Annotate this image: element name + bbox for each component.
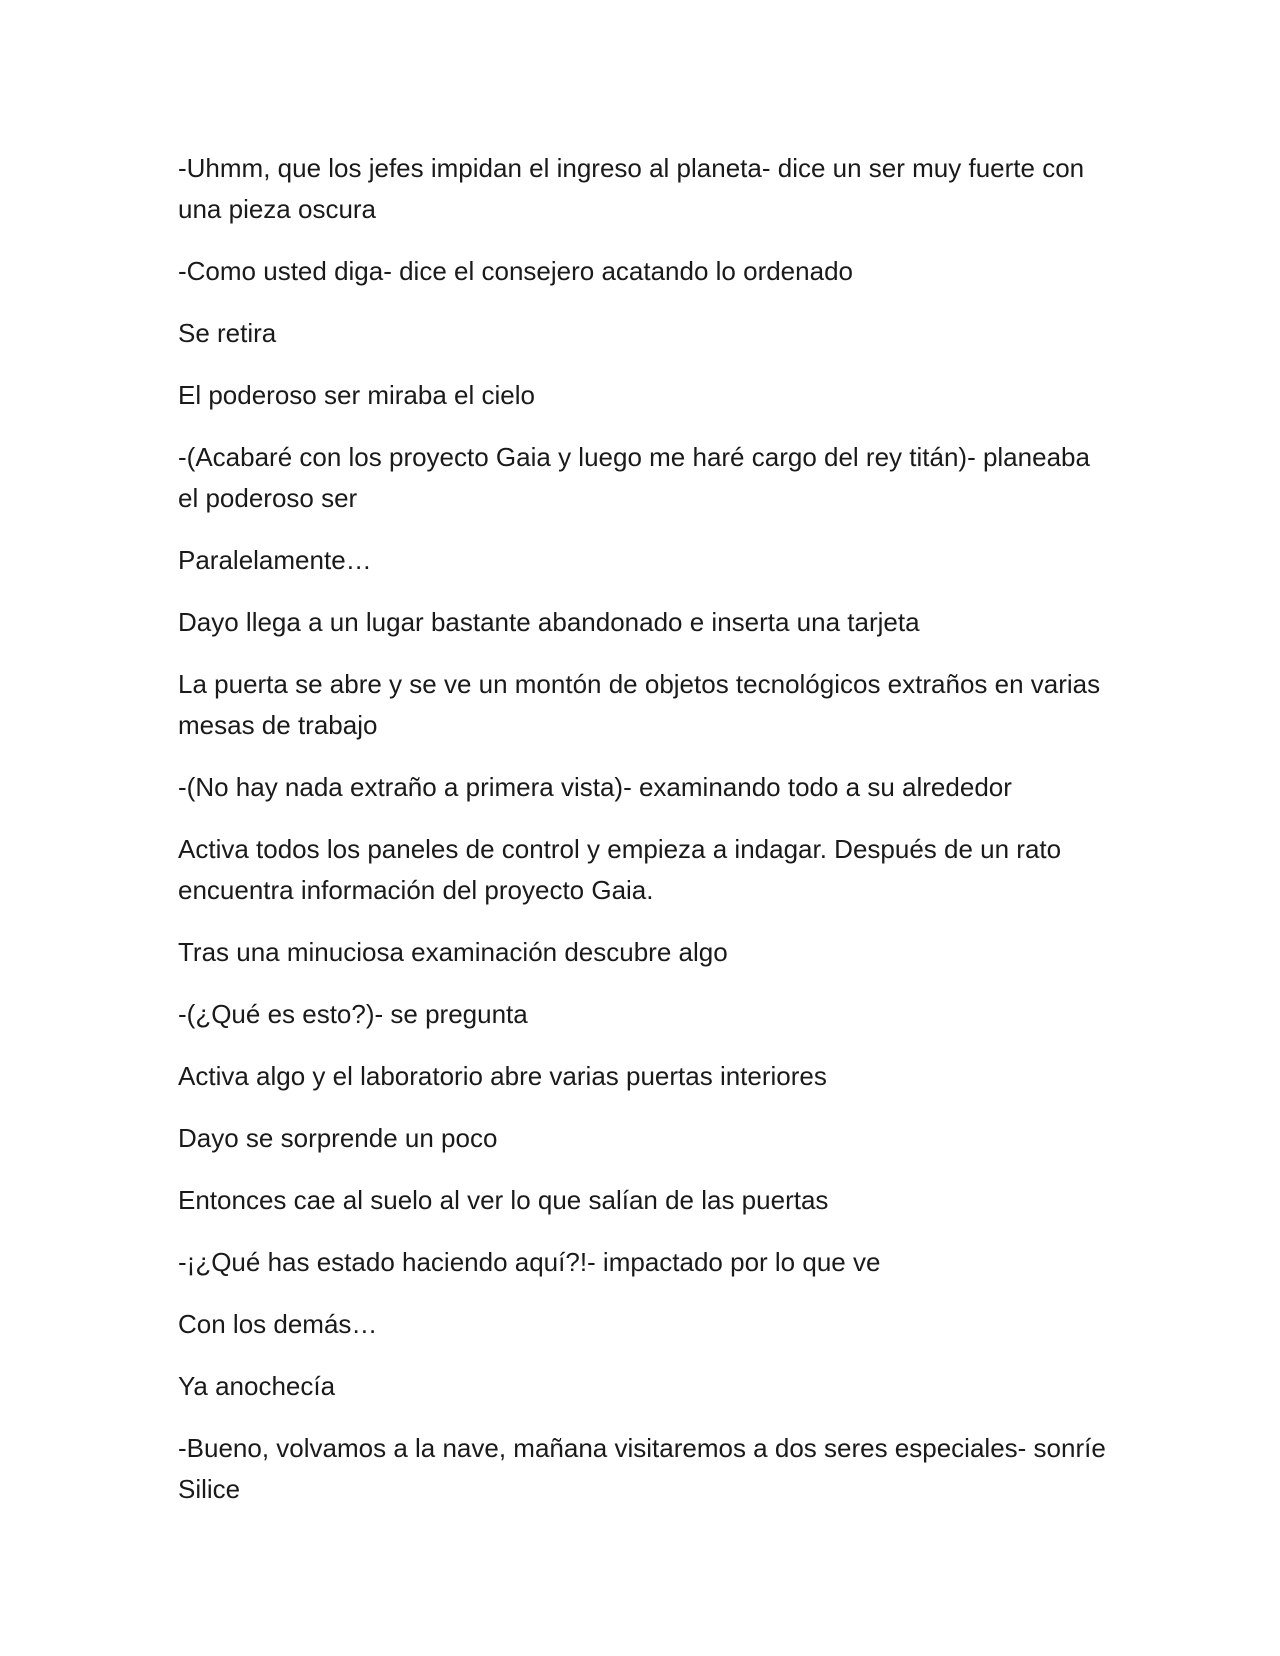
paragraph: -(No hay nada extraño a primera vista)- examinando todo a su alrededor — [178, 772, 1012, 802]
paragraph: Paralelamente… — [178, 545, 372, 575]
paragraph: Dayo se sorprende un poco — [178, 1123, 498, 1153]
paragraph: -Como usted diga- dice el consejero acatando lo ordenado — [178, 256, 853, 286]
paragraph: Tras una minuciosa examinación descubre algo — [178, 937, 728, 967]
paragraph: -(Acabaré con los proyecto Gaia y luego me haré cargo del rey titán)- planeaba el poderoso ser — [178, 442, 1090, 513]
paragraph: Activa todos los paneles de control y empieza a indagar. Después de un rato encuentra información del proyecto Gaia. — [178, 834, 1062, 905]
paragraph: El poderoso ser miraba el cielo — [178, 380, 535, 410]
paragraph: La puerta se abre y se ve un montón de objetos tecnológicos extraños en varias mesas de trabajo — [178, 669, 1101, 740]
document-body — [178, 148, 1108, 1531]
paragraph: -(¿Qué es esto?)- se pregunta — [178, 999, 528, 1029]
paragraph: -Bueno, volvamos a la nave, mañana visitaremos a dos seres especiales- sonríe Silice — [178, 1433, 1106, 1504]
paragraph: Activa algo y el laboratorio abre varias puertas interiores — [178, 1061, 827, 1091]
paragraph: Con los demás… — [178, 1309, 378, 1339]
paragraph: Dayo llega a un lugar bastante abandonado e inserta una tarjeta — [178, 607, 920, 637]
paragraph: Se retira — [178, 318, 277, 348]
paragraph: Ya anochecía — [178, 1371, 336, 1401]
paragraph: Entonces cae al suelo al ver lo que salían de las puertas — [178, 1185, 829, 1215]
paragraph: -¡¿Qué has estado haciendo aquí?!- impactado por lo que ve — [178, 1247, 881, 1277]
paragraph: -Uhmm, que los jefes impidan el ingreso al planeta- dice un ser muy fuerte con una pieza oscura — [178, 153, 1085, 224]
